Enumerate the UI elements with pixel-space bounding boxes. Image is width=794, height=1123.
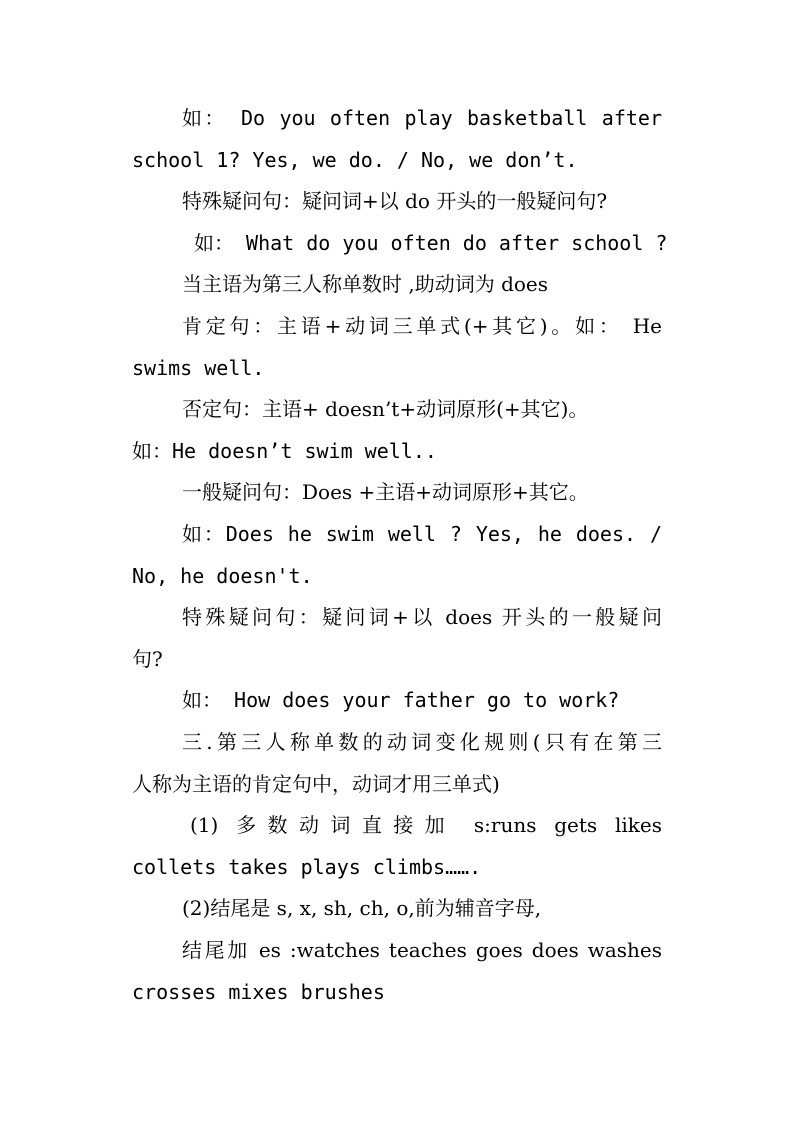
general-question-example-cont: No, he doesn't. — [132, 564, 313, 588]
rule-2: (2)结尾是 s, x, sh, ch, o,前为辅音字母, — [182, 896, 542, 920]
special-question-example: 如： How does your father go to work? — [182, 688, 620, 712]
rule-2-examples-cont: crosses mixes brushes — [132, 980, 385, 1004]
special-question-rule-does-cont: 句? — [132, 647, 163, 671]
example-line-1-cont: school 1? Yes, we do. / No, we don’t. — [132, 148, 578, 172]
section-heading-verb-rules: 三.第三人称单数的动词变化规则(只有在第三 — [182, 730, 662, 754]
negative-sentence-rule: 否定句：主语+ doesn’t+动词原形(+其它)。 — [182, 397, 589, 421]
positive-sentence-rule-cont: swims well. — [132, 356, 265, 380]
special-question-rule-do: 特殊疑问句：疑问词+以 do 开头的一般疑问句? — [182, 189, 608, 213]
general-question-rule: 一般疑问句：Does +主语+动词原形+其它。 — [182, 480, 589, 504]
positive-sentence-rule: 肯定句：主语+动词三单式(+其它)。如： He — [182, 314, 662, 338]
example-line-2: 如： What do you often do after school ? — [194, 231, 668, 255]
general-question-example: 如：Does he swim well ? Yes, he does. / — [182, 522, 662, 546]
negative-example: 如：He doesn’t swim well.. — [132, 439, 437, 463]
rule-2-examples: 结尾加 es :watches teaches goes does washes — [182, 938, 662, 962]
rule-1: (1) 多数动词直接加 s:runs gets likes — [190, 813, 662, 837]
rule-1-cont: collets takes plays climbs……. — [132, 855, 482, 879]
special-question-rule-does: 特殊疑问句：疑问词+以 does 开头的一般疑问 — [182, 605, 662, 629]
section-heading-verb-rules-cont: 人称为主语的肯定句中，动词才用三单式) — [132, 772, 500, 796]
example-line-1: 如： Do you often play basketball after — [182, 106, 662, 130]
third-person-rule: 当主语为第三人称单数时 ,助动词为 does — [182, 272, 549, 296]
